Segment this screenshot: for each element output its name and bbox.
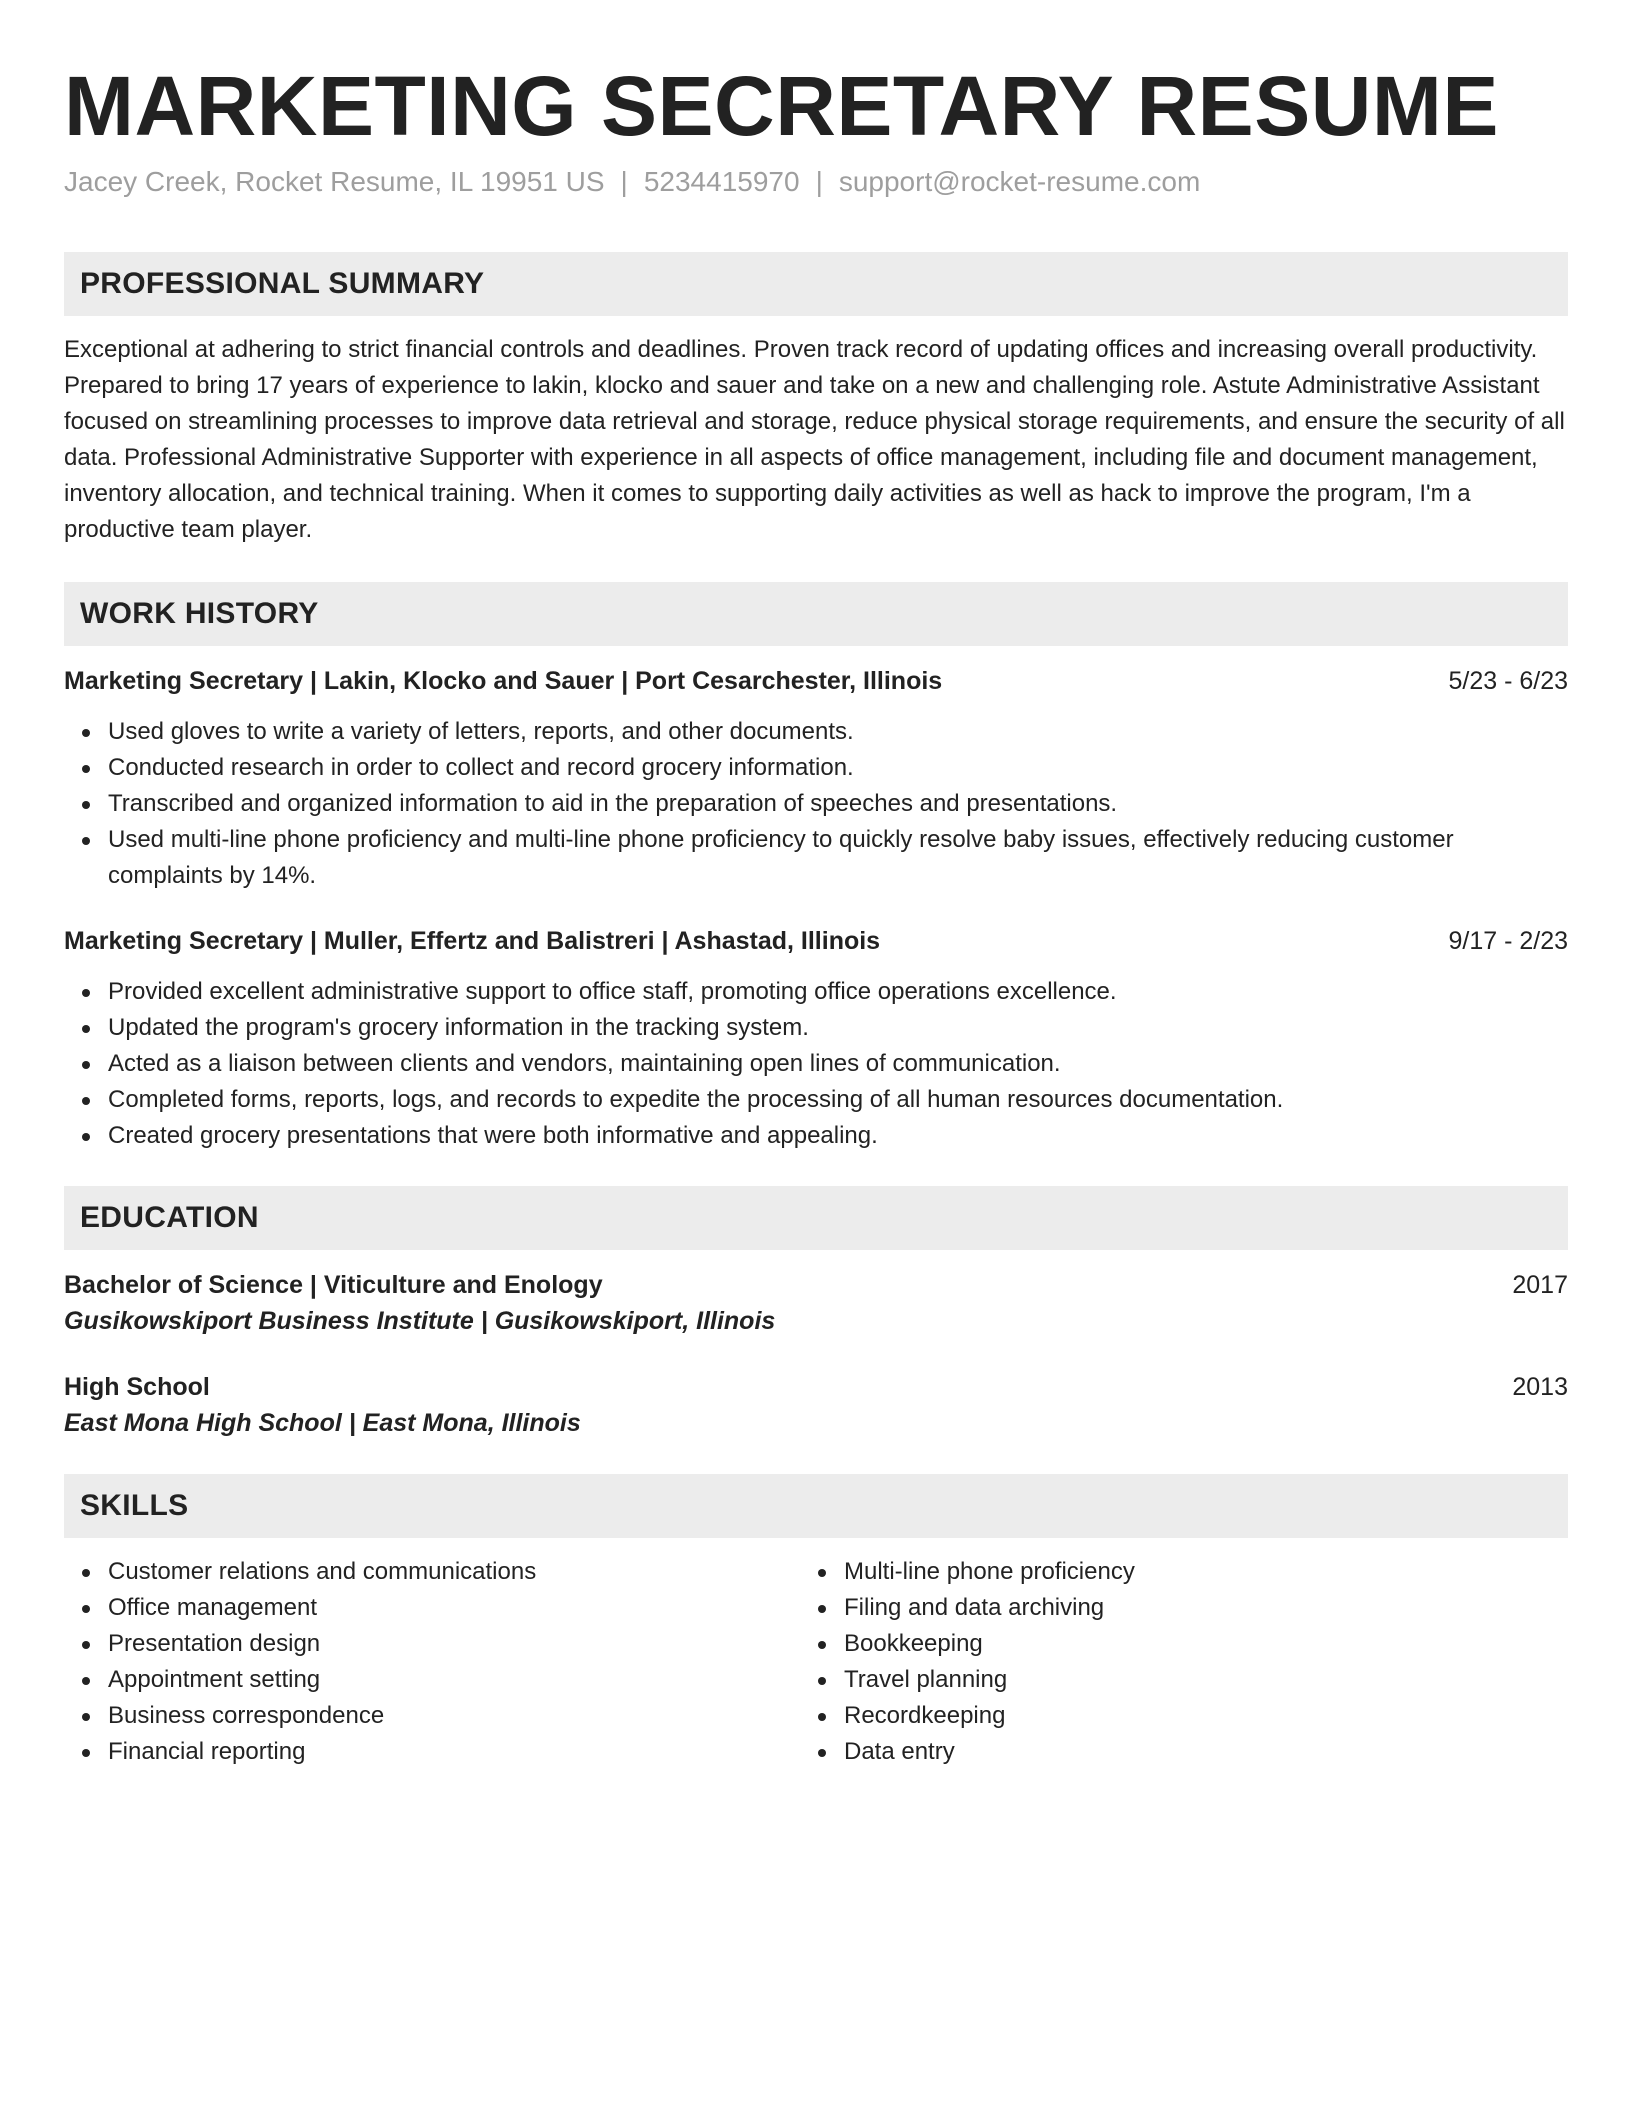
education-school: Gusikowskiport Business Institute | Gusikowskiport, Illinois [64, 1307, 776, 1335]
list-item: Provided excellent administrative support to office staff, promoting office operations excellence. [108, 974, 1568, 1010]
education-degree: High School [64, 1373, 210, 1401]
job-header [64, 924, 1568, 958]
job-entry [64, 664, 1568, 894]
contact-address: Jacey Creek, Rocket Resume, IL 19951 US [64, 166, 605, 197]
list-item: Updated the program's grocery information in the tracking system. [108, 1010, 1568, 1046]
contact-separator: | [620, 166, 628, 197]
summary-text: Exceptional at adhering to strict financial controls and deadlines. Proven track record of updating offices and increasing overall productivity. Prepared to bring 17 years of experience to lakin, klocko and sauer and take on a new and challenging role. Astute Administrative Assistant focused on streamlining processes to improve data retrieval and storage, reduce physical storage requirements, and ensure the security of all data. Professional Administrative Supporter with experience in all aspects of office management, including file and document management, inventory allocation, and technical training. When it comes to supporting daily activities as well as hack to improve the program, I'm a productive team player. [64, 336, 1565, 543]
skill-item: Presentation design [108, 1626, 800, 1662]
skill-item: Financial reporting [108, 1734, 800, 1770]
resume-title: MARKETING SECRETARY RESUME [64, 59, 1499, 153]
section-header-education: EDUCATION [64, 1186, 1568, 1250]
job-header [64, 664, 1568, 698]
education-year: 2017 [1512, 1271, 1568, 1299]
skill-item: Multi-line phone proficiency [844, 1554, 1536, 1590]
section-header-skills: SKILLS [64, 1474, 1568, 1538]
education-degree: Bachelor of Science | Viticulture and Enology [64, 1271, 603, 1299]
contact-line [64, 164, 1568, 200]
skill-item: Customer relations and communications [108, 1554, 800, 1590]
skills-list-left [64, 1554, 800, 1770]
job-bullets [64, 714, 1568, 894]
skill-item: Business correspondence [108, 1698, 800, 1734]
education-school: East Mona High School | East Mona, Illinois [64, 1409, 581, 1437]
skill-item: Appointment setting [108, 1662, 800, 1698]
contact-separator: | [815, 166, 823, 197]
job-title: Marketing Secretary | Lakin, Klocko and Sauer | Port Cesarchester, Illinois [64, 667, 943, 695]
job-dates: 9/17 - 2/23 [1448, 927, 1568, 955]
contact-phone: 5234415970 [643, 166, 800, 197]
list-item: Used gloves to write a variety of letters, reports, and other documents. [108, 714, 1568, 750]
skills-columns [64, 1554, 1568, 1770]
skill-item: Bookkeeping [844, 1626, 1536, 1662]
education-header [64, 1370, 1568, 1404]
list-item: Conducted research in order to collect and record grocery information. [108, 750, 1568, 786]
education-year: 2013 [1512, 1373, 1568, 1401]
skill-item: Office management [108, 1590, 800, 1626]
education-header [64, 1268, 1568, 1302]
job-dates: 5/23 - 6/23 [1448, 667, 1568, 695]
education-entry [64, 1370, 1568, 1442]
skill-item: Travel planning [844, 1662, 1536, 1698]
list-item: Used multi-line phone proficiency and multi-line phone proficiency to quickly resolve baby issues, effectively reducing customer complaints by 14%. [108, 822, 1568, 894]
job-bullets [64, 974, 1568, 1154]
skills-list-right [800, 1554, 1536, 1770]
list-item: Acted as a liaison between clients and vendors, maintaining open lines of communication. [108, 1046, 1568, 1082]
education-entry [64, 1268, 1568, 1340]
list-item: Created grocery presentations that were both informative and appealing. [108, 1118, 1568, 1154]
contact-email: support@rocket-resume.com [838, 166, 1201, 197]
job-title: Marketing Secretary | Muller, Effertz and Balistreri | Ashastad, Illinois [64, 927, 881, 955]
list-item: Transcribed and organized information to aid in the preparation of speeches and presentations. [108, 786, 1568, 822]
job-entry [64, 924, 1568, 1154]
skill-item: Recordkeeping [844, 1698, 1536, 1734]
skill-item: Data entry [844, 1734, 1536, 1770]
skill-item: Filing and data archiving [844, 1590, 1536, 1626]
list-item: Completed forms, reports, logs, and records to expedite the processing of all human resources documentation. [108, 1082, 1568, 1118]
section-header-work-history: WORK HISTORY [64, 582, 1568, 646]
section-header-summary: PROFESSIONAL SUMMARY [64, 252, 1568, 316]
